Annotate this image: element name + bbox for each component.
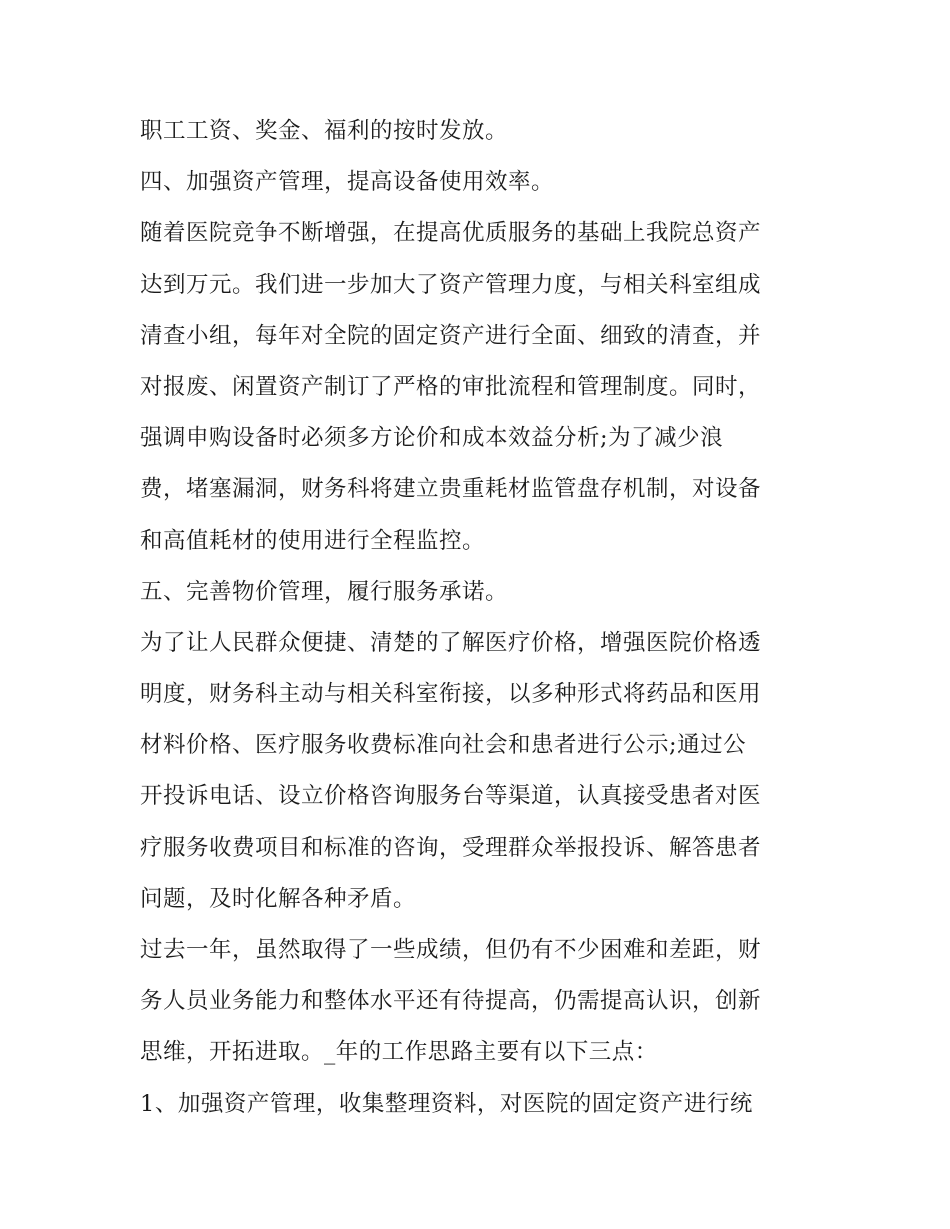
text-line-5: 清查小组，每年对全院的固定资产进行全面、细致的清查，并 <box>140 322 762 349</box>
text-line-14: 开投诉电话、设立价格咨询服务台等渠道，认真接受患者对医 <box>140 783 762 810</box>
text-line-17: 过去一年，虽然取得了一些成绩，但仍有不少困难和差距，财 <box>140 937 762 963</box>
text-line-4: 达到万元。我们进一步加大了资产管理力度，与相关科室组成 <box>140 271 762 298</box>
text-line-3: 随着医院竞争不断增强，在提高优质服务的基础上我院总资产 <box>140 220 762 247</box>
text-line-20: 1、加强资产管理，收集整理资料，对医院的固定资产进行统 <box>140 1090 753 1117</box>
text-line-8: 费，堵塞漏洞，财务科将建立贵重耗材监管盘存机制，对设备 <box>140 476 762 503</box>
body-text <box>140 106 820 1130</box>
text-line-15: 疗服务收费项目和标准的咨询，受理群众举报投诉、解答患者 <box>140 834 762 861</box>
text-line-12: 明度，财务科主动与相关科室衔接，以多种形式将药品和医用 <box>140 681 762 708</box>
text-line-1: 职工工资、奖金、福利的按时发放。 <box>140 118 509 144</box>
text-line-16: 问题，及时化解各种矛盾。 <box>140 885 417 912</box>
text-line-6: 对报废、闲置资产制订了严格的审批流程和管理制度。同时， <box>140 373 762 400</box>
text-line-9: 和高值耗材的使用进行全程监控。 <box>140 527 486 554</box>
section-heading-5: 五、完善物价管理，履行服务承诺。 <box>140 578 509 605</box>
text-line-18: 务人员业务能力和整体水平还有待提高，仍需提高认识，创新 <box>140 988 762 1015</box>
text-line-11: 为了让人民群众便捷、清楚的了解医疗价格，增强医院价格透 <box>140 629 762 656</box>
text-line-7: 强调申购设备时必须多方论价和成本效益分析;为了减少浪 <box>140 425 724 452</box>
section-heading-4: 四、加强资产管理，提高设备使用效率。 <box>140 169 555 196</box>
text-line-13: 材料价格、医疗服务收费标准向社会和患者进行公示;通过公 <box>140 732 747 759</box>
text-line-19: 思维，开拓进取。_年的工作思路主要有以下三点： <box>140 1039 658 1066</box>
